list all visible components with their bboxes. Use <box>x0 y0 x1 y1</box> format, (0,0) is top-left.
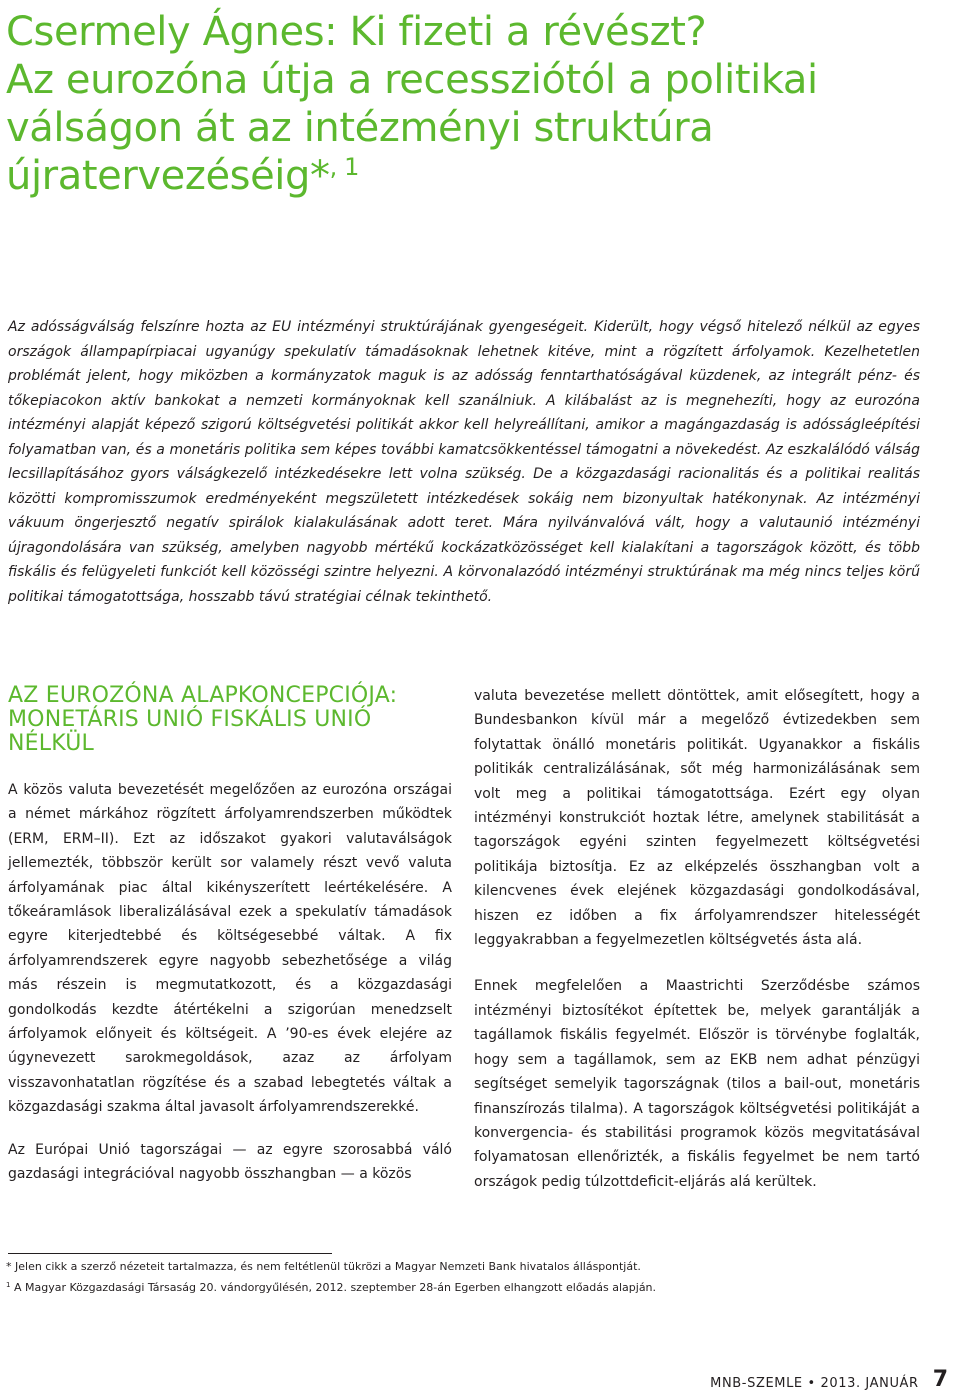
footnotes <box>6 1256 906 1298</box>
right-column <box>474 684 920 1212</box>
title-line-1: Csermely Ágnes: Ki fizeti a révészt? <box>6 9 707 55</box>
footnote-divider <box>8 1253 332 1254</box>
title-line-4-text: újratervezéséig* <box>6 153 330 199</box>
footnote-asterisk-text: Jelen cikk a szerző nézeteit tartalmazza, és nem feltétlenül tükrözi a Magyar Nemzeti Bank hivatalos álláspontját. <box>11 1260 641 1273</box>
title-line-4 <box>6 152 946 200</box>
footnote-asterisk-marker: * <box>6 1260 12 1273</box>
title-line-2: Az eurozóna útja a recessziótól a politikai <box>6 57 818 103</box>
page-number: 7 <box>932 1367 948 1392</box>
footnote-1 <box>6 1277 906 1298</box>
right-paragraph-1: valuta bevezetése mellett döntöttek, amit elősegített, hogy a Bundesbankon kívül már a megelőző évtizedekben sem folytattak önálló monetáris politikát. Ugyanakkor a fiskális politikák centralizálásának, sőt még harmonizálásának sem volt meg a politikai támogatottsága. Ezért egy olyan intézményi konstrukciót hoztak létre, amelynek stabilitását a tagországok egyéni szinten fegyelmezett költségvetési politikája biztosítja. Ez az elképzelés összhangban volt a kilencvenes évek elejének közgazdasági gondolkodásával, hiszen ez időben a fix árfolyamrendszer hitelességét leggyakrabban a fegyelmezetlen költségvetés ásta alá. <box>474 688 920 949</box>
right-paragraph-2: Ennek megfelelően a Maastrichti Szerződésbe számos intézményi biztosítékot építettek be, melyek garantálják a tagállamok fiskális fegyelmét. Először is törvénybe foglalták, hogy sem a tagállamok, sem az EKB nem adhat pénzügyi segítséget semelyik tagországnak (tilos a bail-out, monetáris finanszírozás tilalma). A tagországok költségvetési politikáját a konvergencia- és stabilitási programok közös megvitatásával folyamatosan ellenőrizték, a fiskális fegyelmet be nem tartó országok pedig túlzottdeficit-eljárás alá kerültek. <box>474 978 920 1190</box>
footnote-1-text: A Magyar Közgazdasági Társaság 20. vándorgyűlésén, 2012. szeptember 28-án Egerben elhangzott előadás alapján. <box>10 1281 657 1294</box>
abstract-text: Az adósságválság felszínre hozta az EU intézményi struktúrájának gyengeségeit. Kiderült, hogy végső hitelező nélkül az egyes országok állampapírpiacai ugyanúgy spekulatív támadásoknak lehetnek kitéve, mint a rögzített árfolyamok. Kezelhetetlen problémát jelent, hogy miközben a kormányzatok maguk is az adósság fenntarthatóságával küzdenek, az integrált pénz- és tőkepiacokon aktív bankokat a nemzeti kormányoknak kell szanálniuk. A kilábalást az is megnehezíti, hogy az eurozóna intézményi alapját képező szigorú költségvetési politikát akkor kell helyreállítani, amikor a magángazdaság is adósságleépítési folyamatban van, és a monetáris politika sem képes további kamatcsökkentéssel támogatni a növekedést. Az eszkalálódó válság lecsillapításához gyors válságkezelő intézkedésekre lett volna szükség. De a közgazdasági racionalitás és a politikai realitás közötti kompromisszumok eredményeként megszületett intézkedések sokáig nem bizonyultak hatékonynak. Az intézményi vákuum öngerjesztő negatív spirálok kialakulásának adott teret. Mára nyilvánvalóvá vált, hogy a valutaunió intézményi újragondolására van szükség, amelyben nagyobb mértékű kockázatközösséget kell kialakítani a tagországok között, és több fiskális és felügyeleti funkciót kell közösségi szintre helyezni. A körvonalazódó intézményi struktúrának ma még nincs teljes körű politikai támogatottsága, hosszabb távú stratégiai célnak tekinthető. <box>8 319 920 605</box>
article-title <box>6 8 946 200</box>
article-abstract <box>8 315 920 609</box>
left-paragraph-1: A közös valuta bevezetését megelőzően az eurozóna országai a német márkához rögzített árfolyamrendszerben működtek (ERM, ERM–II). Ezt az időszakot gyakori valutaválságok jellemezték, többször került sor valamely részt vevő valuta árfolyamának piac által kikényszerített leértékelésére. A tőkeáramlások liberalizálásával ezek a spekulatív támadások egyre kiterjedtebbé és költségesebbé váltak. A fix árfolyamrendszerek egyre nagyobb sebezhetősége a világ más részein is megmutatkozott, és a közgazdasági gondolkodás kezdte átértékelni a szigorúan menedzselt árfolyamok előnyeit és költségeit. A ’90-es évek elejére az úgynevezett sarokmegoldások, azaz az árfolyam visszavonhatatlan rögzítése és a szabad lebegtetés váltak a közgazdasági szakma által javasolt árfolyamrendszerekké. <box>8 782 452 1116</box>
left-paragraph-2: Az Európai Unió tagországai — az egyre szorosabbá váló gazdasági integrációval nagyobb összhangban — a közös <box>8 1141 452 1183</box>
left-column <box>8 684 452 1205</box>
title-footnote-mark: , 1 <box>329 153 359 181</box>
title-line-3: válságon át az intézményi struktúra <box>6 105 714 151</box>
page-footer <box>710 1366 948 1392</box>
footnote-asterisk <box>6 1256 906 1277</box>
section-heading: AZ EUROZÓNA ALAPKONCEPCIÓJA: MONETÁRIS UNIÓ FISKÁLIS UNIÓ NÉLKÜL <box>8 683 398 756</box>
footnote-1-marker: 1 <box>6 1281 11 1289</box>
journal-issue-label: MNB-SZEMLE • 2013. JANUÁR <box>710 1376 919 1391</box>
